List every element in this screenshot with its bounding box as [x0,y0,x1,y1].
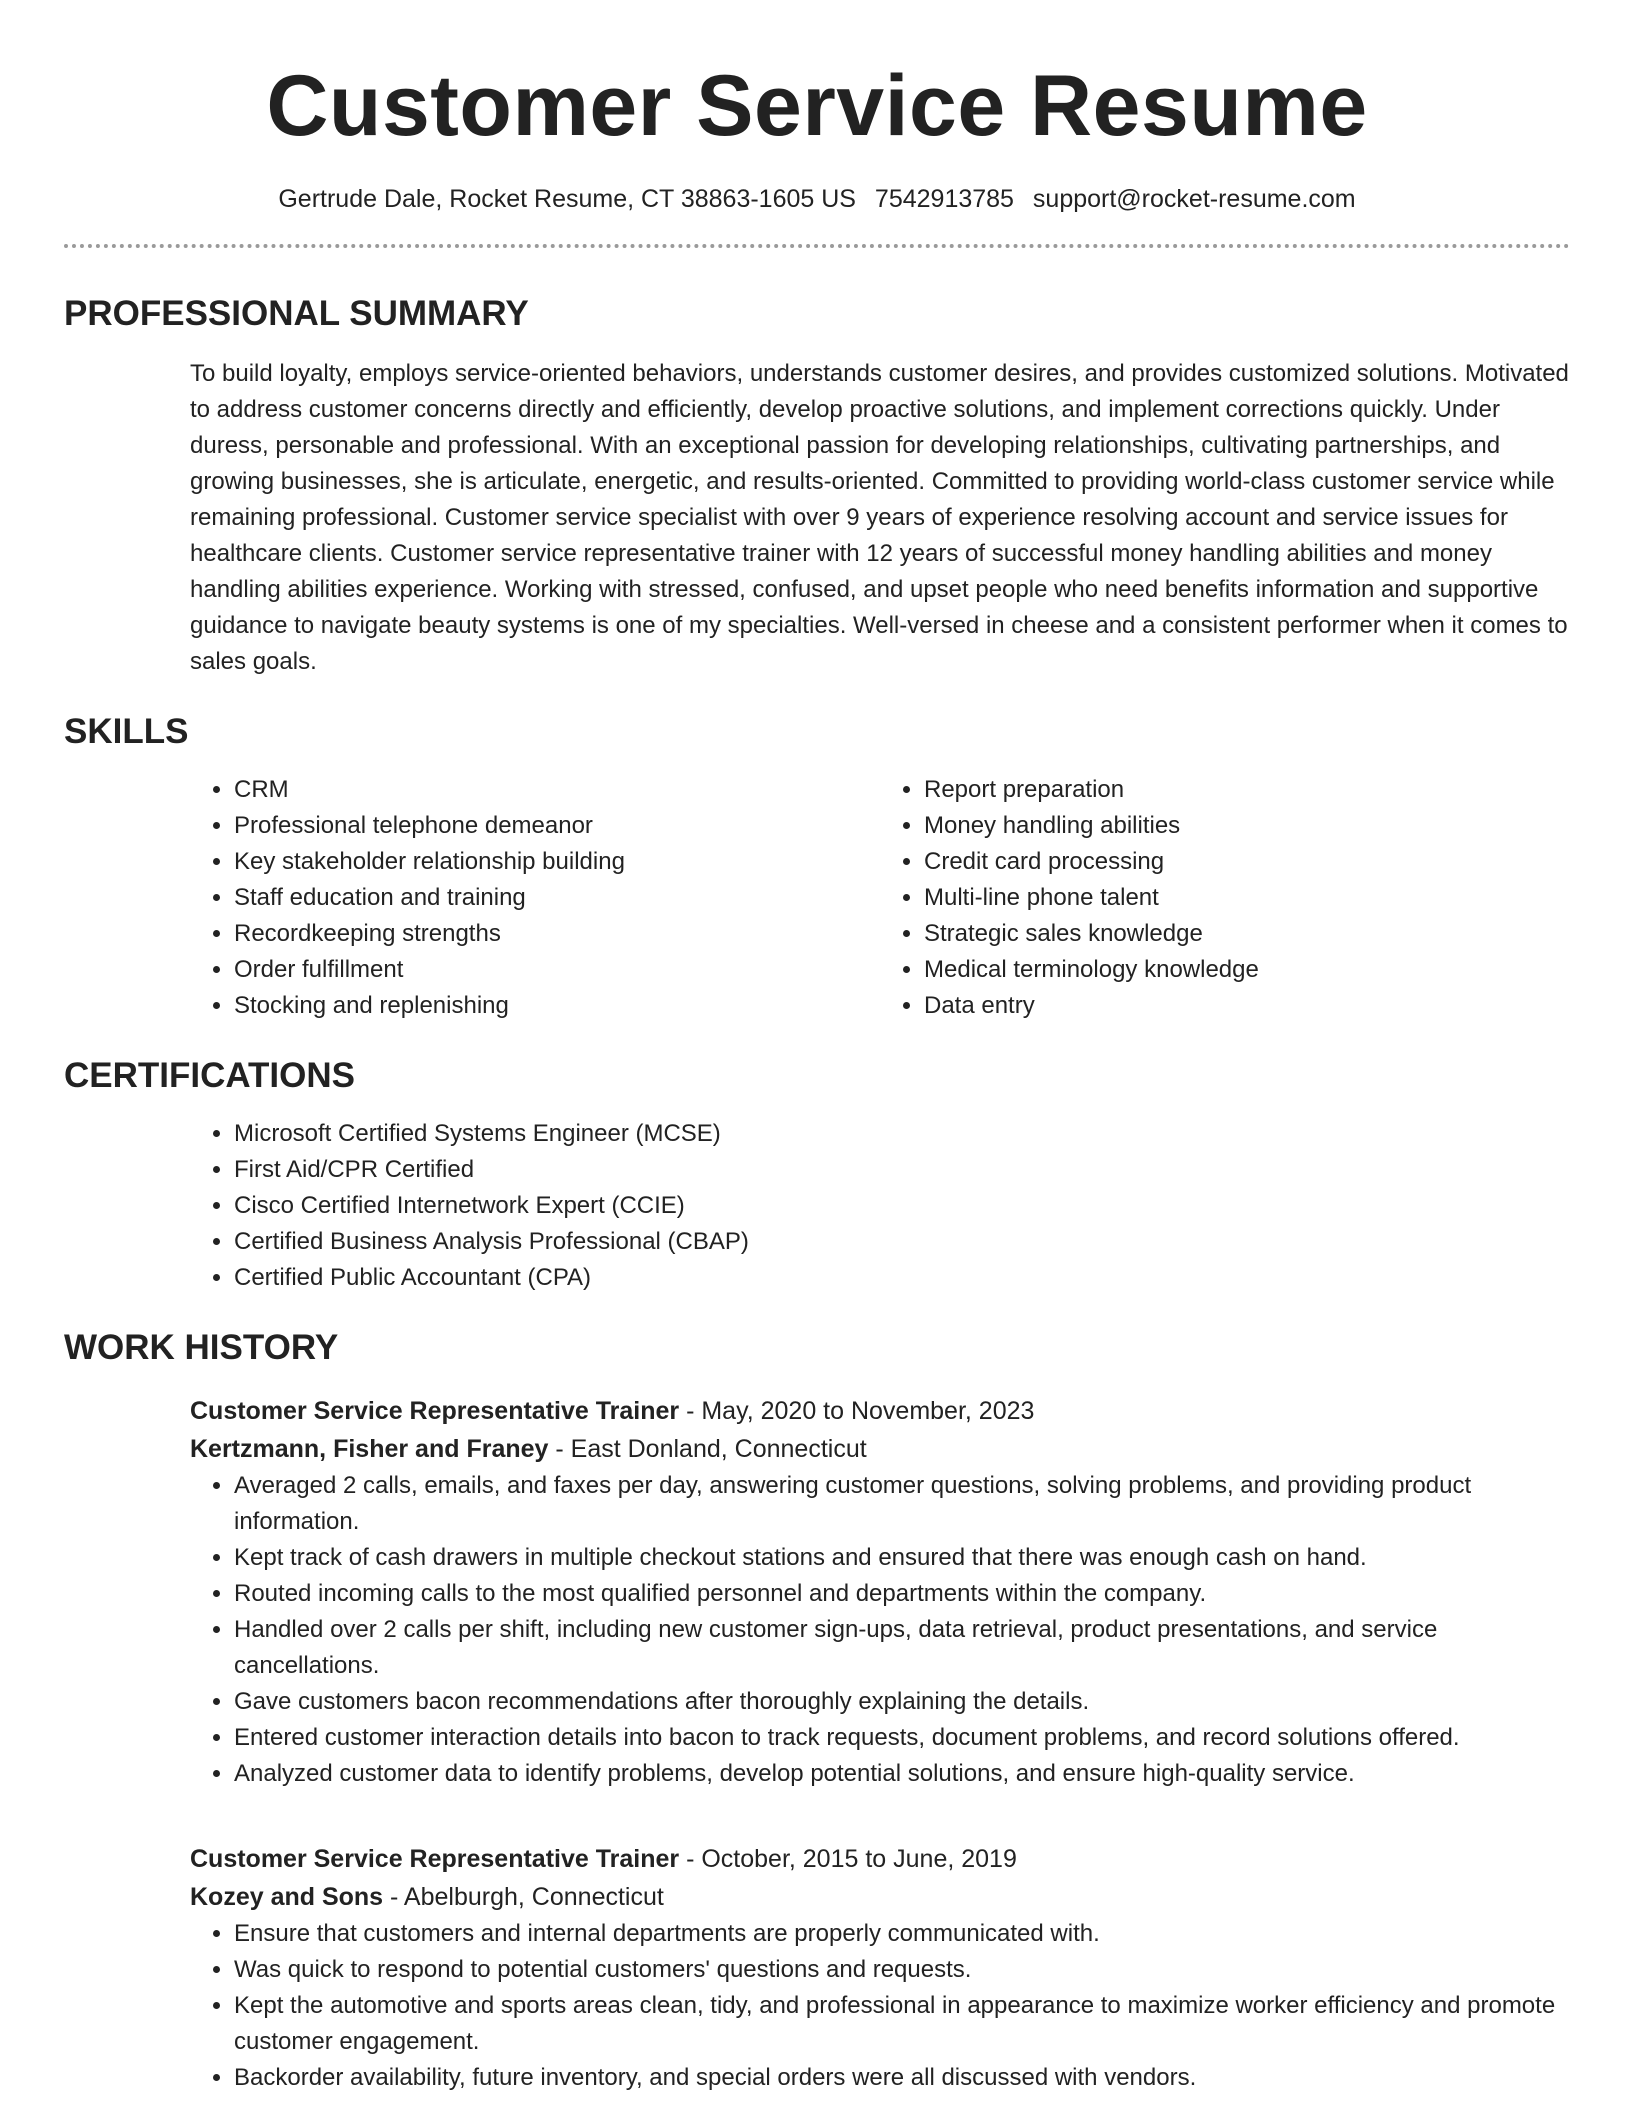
header-divider [64,244,1570,248]
skill-item: • Credit card processing [924,844,1570,880]
skills-list-right [880,772,1570,1024]
job-title-line [190,1392,1570,1430]
certifications-list [190,1116,1570,1296]
skill-item: • Recordkeeping strengths [234,916,880,952]
job-duties-list [190,1916,1570,2096]
job-duty-item: • Ensure that customers and internal departments are properly communicated with. [234,1916,1570,1952]
job-title: Customer Service Representative Trainer [190,1397,680,1425]
summary-heading: PROFESSIONAL SUMMARY [64,294,529,333]
job-duty-item: • Gave customers bacon recommendations after thoroughly explaining the details. [234,1684,1570,1720]
certification-item: • Certified Public Accountant (CPA) [234,1260,1570,1296]
skill-item: • Order fulfillment [234,952,880,988]
job-duty-item: • Analyzed customer data to identify problems, develop potential solutions, and ensure high-quality service. [234,1756,1570,1792]
job-company: Kertzmann, Fisher and Franey [190,1435,549,1463]
skills-heading: SKILLS [64,712,189,751]
job-duties-list [190,1468,1570,1792]
skill-item: • Stocking and replenishing [234,988,880,1024]
skill-item: • Key stakeholder relationship building [234,844,880,880]
job-duty-item: • Was quick to respond to potential customers' questions and requests. [234,1952,1570,1988]
job-company-line [190,1430,1570,1468]
job-location: - East Donland, Connecticut [548,1435,867,1463]
job-entry [190,1392,1570,1792]
job-duty-item: • Averaged 2 calls, emails, and faxes per day, answering customer questions, solving problems, and providing product information. [234,1468,1570,1540]
skill-item: • Multi-line phone talent [924,880,1570,916]
summary-text: To build loyalty, employs service-oriented behaviors, understands customer desires, and provides customized solutions. Motivated to address customer concerns directly and efficiently, develop proactive solutions, and implement corrections quickly. Under duress, personable and professional. With an exceptional passion for developing relationships, cultivating partnerships, and growing businesses, she is articulate, energetic, and results-oriented. Committed to providing world-class customer service while remaining professional. Customer service specialist with over 9 years of experience resolving account and service issues for healthcare clients. Customer service representative trainer with 12 years of successful money handling abilities and money handling abilities experience. Working with stressed, confused, and upset people who need benefits information and supportive guidance to navigate beauty systems is one of my specialties. Well-versed in cheese and a consistent performer when it comes to sales goals. [190,360,1569,675]
certifications-heading: CERTIFICATIONS [64,1056,356,1095]
job-company: Kozey and Sons [190,1883,384,1911]
work-history-heading: WORK HISTORY [64,1328,339,1367]
job-duty-item: • Routed incoming calls to the most qualified personnel and departments within the company. [234,1576,1570,1612]
contact-email: support@rocket-resume.com [1032,185,1356,213]
skill-item: • Professional telephone demeanor [234,808,880,844]
job-title-line [190,1840,1570,1878]
contact-phone: 7542913785 [874,185,1014,213]
job-entry [190,1840,1570,2096]
job-location: - Abelburgh, Connecticut [383,1883,664,1911]
certification-item: • Microsoft Certified Systems Engineer (MCSE) [234,1116,1570,1152]
job-duty-item: • Backorder availability, future inventory, and special orders were all discussed with vendors. [234,2060,1570,2096]
contact-line [64,182,1570,216]
skill-item: • Data entry [924,988,1570,1024]
skills-list-left [190,772,880,1024]
job-company-line [190,1878,1570,1916]
job-title: Customer Service Representative Trainer [190,1845,680,1873]
skill-item: • Staff education and training [234,880,880,916]
skill-item: • Report preparation [924,772,1570,808]
skill-item: • Money handling abilities [924,808,1570,844]
skills-grid [190,772,1570,1024]
job-duty-item: • Kept the automotive and sports areas clean, tidy, and professional in appearance to maximize worker efficiency and promote customer engagement. [234,1988,1570,2060]
skill-item: • Medical terminology knowledge [924,952,1570,988]
certification-item: • First Aid/CPR Certified [234,1152,1570,1188]
job-dates: - May, 2020 to November, 2023 [679,1397,1035,1425]
certification-item: • Cisco Certified Internetwork Expert (CCIE) [234,1188,1570,1224]
skill-item: • Strategic sales knowledge [924,916,1570,952]
job-dates: - October, 2015 to June, 2019 [679,1845,1017,1873]
job-duty-item: • Handled over 2 calls per shift, including new customer sign-ups, data retrieval, product presentations, and service cancellations. [234,1612,1570,1684]
certifications-section [190,1116,1570,1296]
resume-title: Customer Service Resume [266,58,1368,154]
resume-page [64,0,1570,2096]
certification-item: • Certified Business Analysis Professional (CBAP) [234,1224,1570,1260]
contact-address: Gertrude Dale, Rocket Resume, CT 38863-1605 US [278,185,856,213]
job-duty-item: • Kept track of cash drawers in multiple checkout stations and ensured that there was enough cash on hand. [234,1540,1570,1576]
skill-item: • CRM [234,772,880,808]
job-duty-item: • Entered customer interaction details into bacon to track requests, document problems, and record solutions offered. [234,1720,1570,1756]
